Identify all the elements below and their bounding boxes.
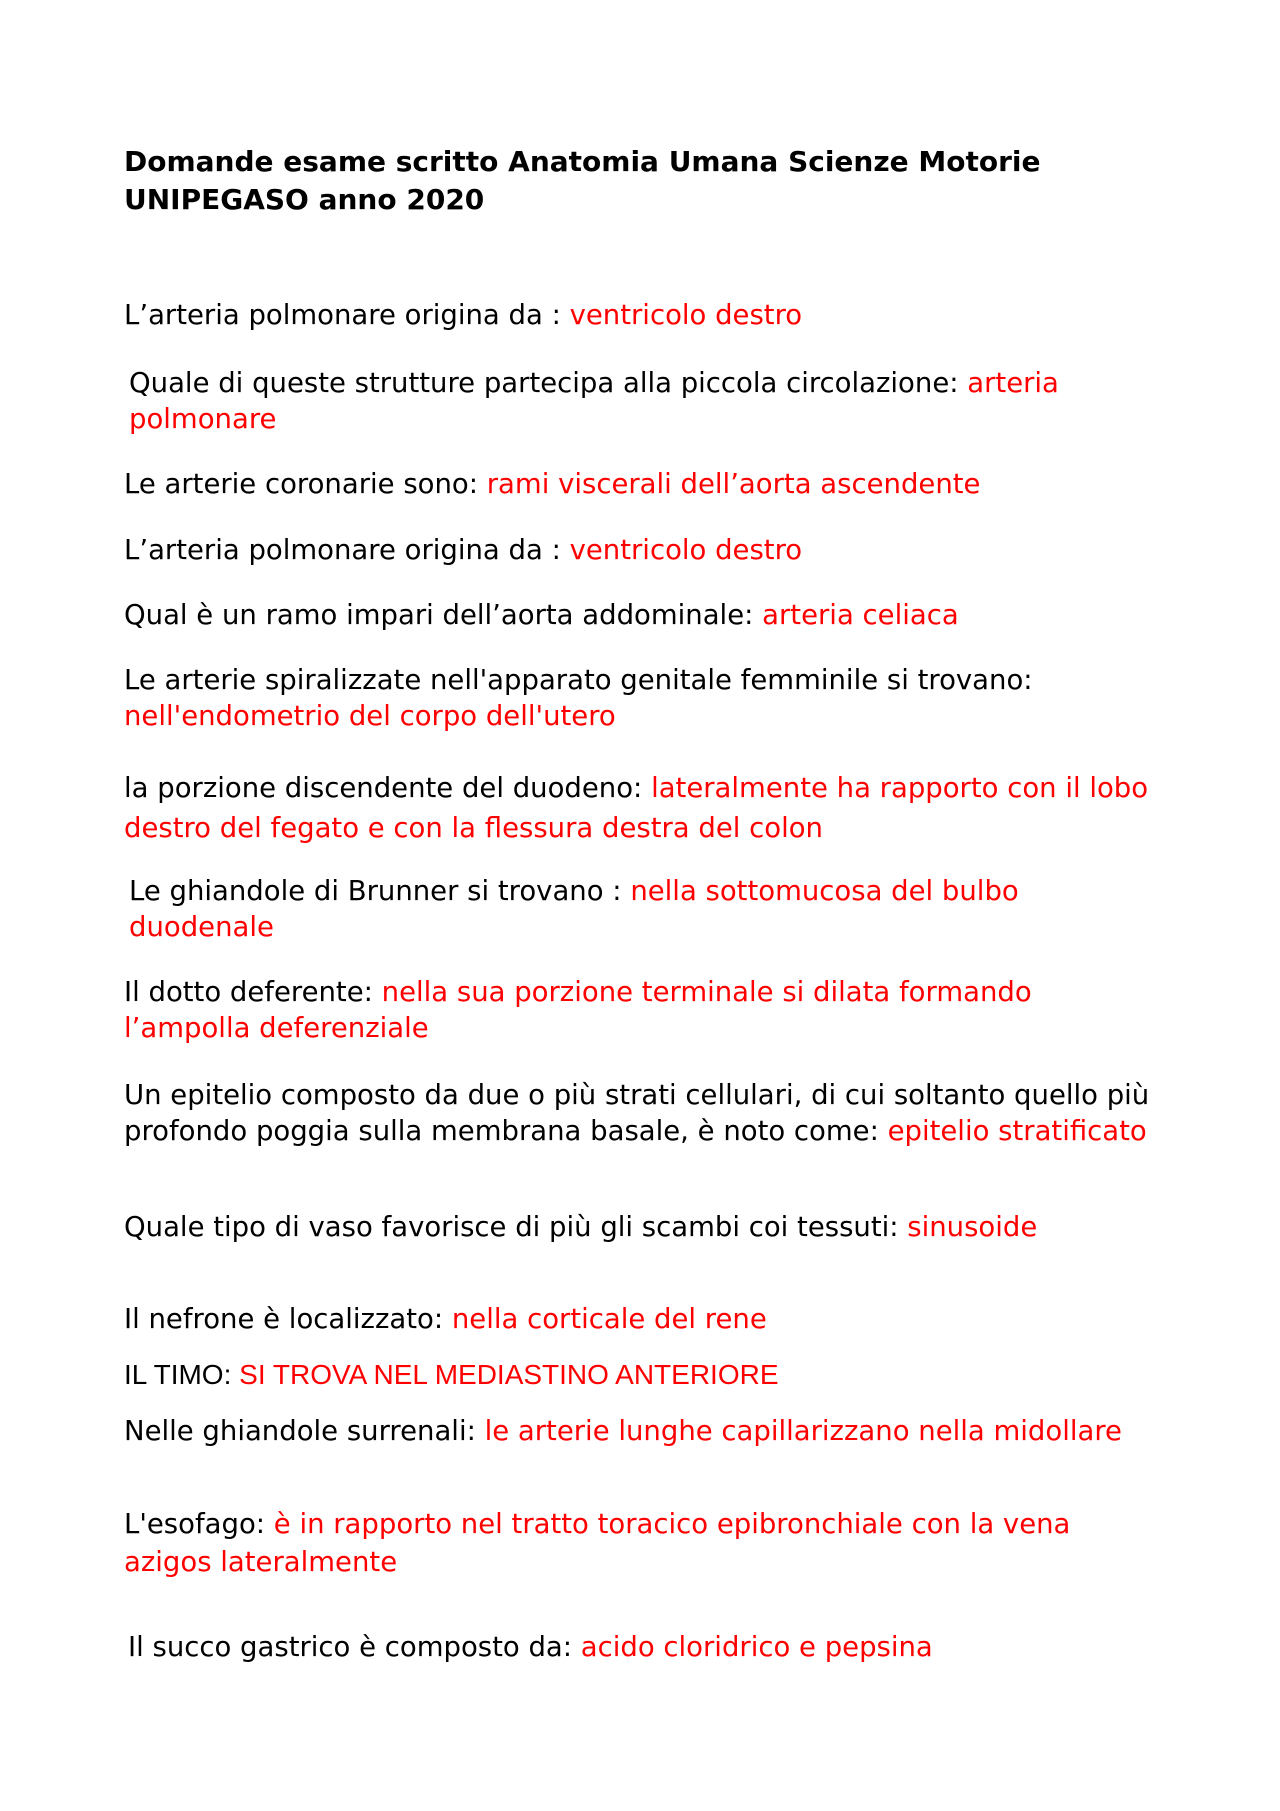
question-text: L'esofago: [124,1508,274,1540]
question-text: Il succo gastrico è composto da: [128,1631,581,1663]
question-text: Le arterie coronarie sono: [124,468,487,500]
document-title: Domande esame scritto Anatomia Umana Scienze Motorie UNIPEGASO anno 2020 [124,145,1041,216]
qa-item-7 [124,768,1154,848]
answer-text: nella sottomucosa del bulbo duodenale [129,875,1019,943]
question-text: Qual è un ramo impari dell’aorta addominale: [124,599,763,631]
question-text: Un epitelio composto da due o più strati cellulari, di cui soltanto quello più profondo poggia sulla membrana basale, è noto come: [124,1079,1150,1147]
question-text: Le ghiandole di Brunner si trovano : [129,875,631,907]
qa-item-15 [124,1505,1124,1581]
qa-item-1 [124,297,1144,333]
qa-item-14 [124,1413,1124,1449]
answer-text: nella sua porzione terminale si dilata formando l’ampolla deferenziale [124,976,1032,1044]
answer-text: ventricolo destro [569,534,803,566]
question-text: IL TIMO: [124,1359,240,1390]
answer-text: nella corticale del rene [451,1303,767,1335]
question-text: Le arterie spiralizzate nell'apparato genitale femminile si trovano: [124,664,1033,696]
answer-text: arteria celiaca [762,599,959,631]
qa-item-12 [124,1301,1164,1337]
question-text: L’arteria polmonare origina da : [124,534,570,566]
answer-text: SI TROVA NEL MEDIASTINO ANTERIORE [239,1359,779,1390]
answer-text: è in rapporto nel tratto toracico epibronchiale con la vena azigos lateralmente [124,1508,1071,1578]
answer-text: le arterie lunghe capillarizzano nella midollare [484,1415,1122,1447]
qa-item-10 [124,1077,1154,1149]
answer-text: sinusoide [907,1211,1038,1243]
question-text: Il dotto deferente: [124,976,382,1008]
question-text: Il nefrone è localizzato: [124,1303,452,1335]
question-text: L’arteria polmonare origina da : [124,299,570,331]
answer-text: acido cloridrico e pepsina [580,1631,933,1663]
qa-item-5 [124,597,1164,633]
answer-text: nell'endometrio del corpo dell'utero [124,700,616,732]
answer-text: epitelio stratificato [887,1115,1147,1147]
qa-item-16 [128,1629,1168,1665]
answer-text: lateralmente ha rapporto con il lobo destro del fegato e con la flessura destra del colon [124,772,1149,844]
answer-text: rami viscerali dell’aorta ascendente [486,468,981,500]
answer-text: ventricolo destro [569,299,803,331]
qa-item-3 [124,466,1164,502]
question-text: Nelle ghiandole surrenali: [124,1415,485,1447]
qa-item-9 [124,974,1144,1046]
qa-item-6 [124,662,1144,734]
qa-item-4 [124,532,1164,568]
question-text: Quale di queste strutture partecipa alla piccola circolazione: [129,367,968,399]
qa-item-11 [124,1209,1054,1245]
qa-item-2 [129,365,1164,437]
qa-item-8 [129,873,1139,945]
question-text: la porzione discendente del duodeno: [124,772,652,804]
answer-text: arteria polmonare [129,367,1059,435]
qa-item-13 [124,1357,1164,1393]
question-text: Quale tipo di vaso favorisce di più gli scambi coi tessuti: [124,1211,908,1243]
